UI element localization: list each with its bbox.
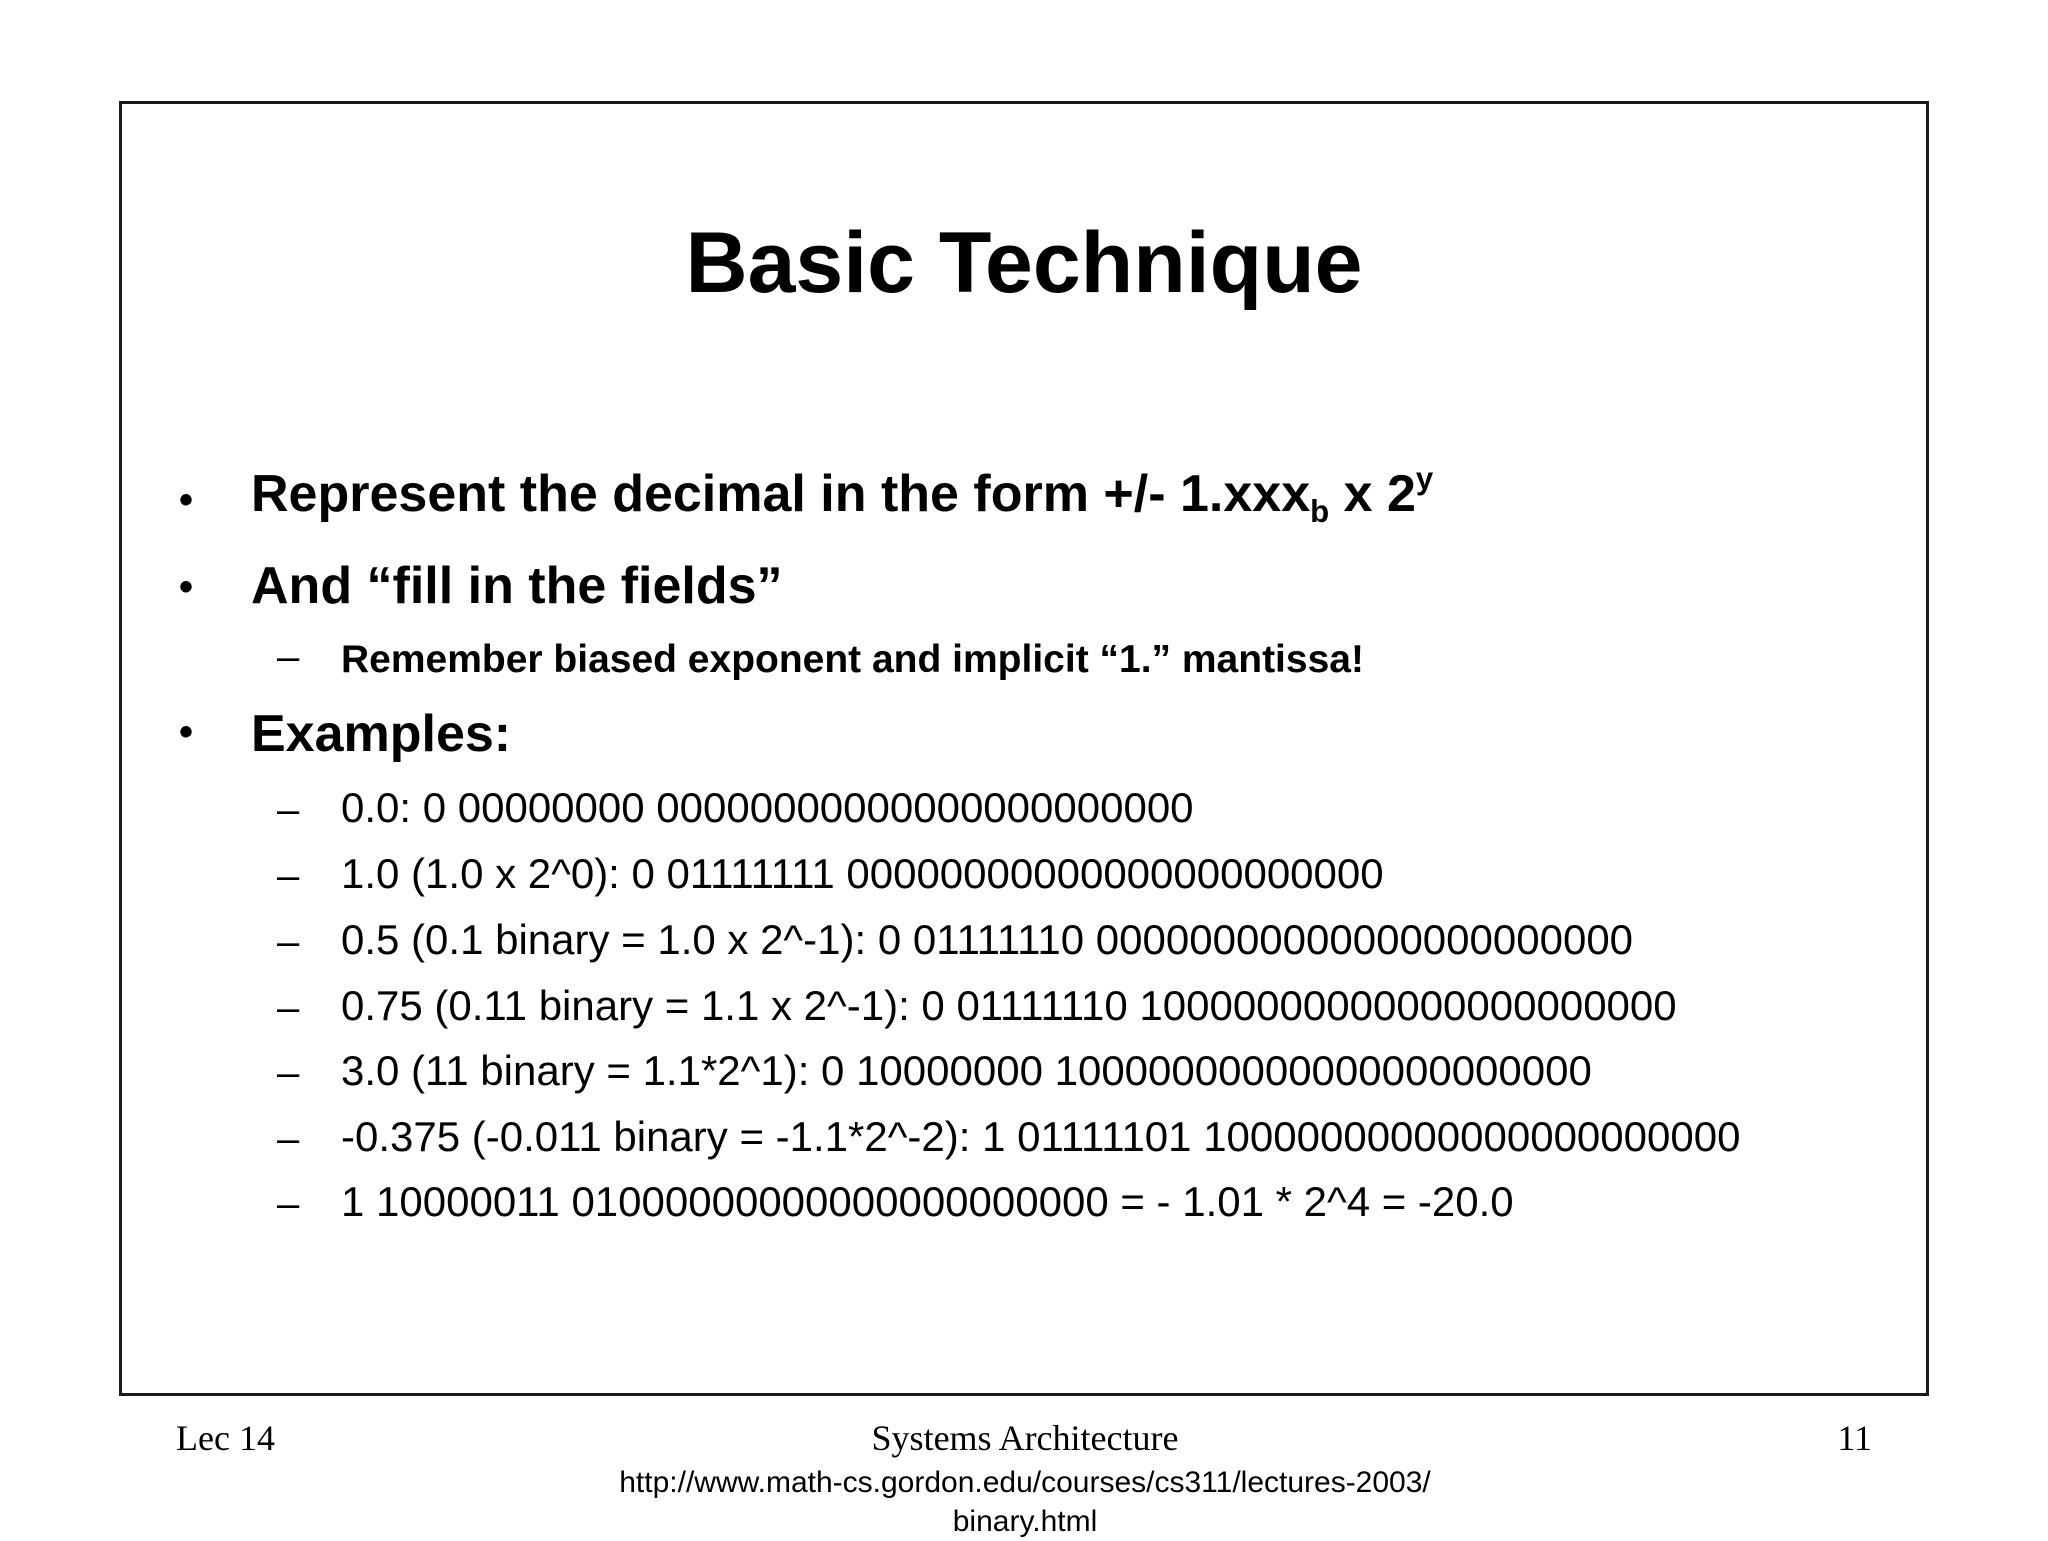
slide-title: Basic Technique: [685, 215, 1363, 311]
subscript-b: b: [1310, 493, 1330, 529]
dash-marker: –: [277, 1182, 300, 1226]
example-item: 3.0 (11 binary = 1.1*2^1): 0 10000000 10000000000000000000000: [341, 1047, 1592, 1094]
footer-lecture: Lec 14: [176, 1418, 275, 1458]
bullet-examples: Examples:: [251, 705, 512, 763]
dash-marker: –: [277, 635, 300, 679]
footer-url[interactable]: [520, 1463, 1530, 1541]
footer-url-line1[interactable]: http://www.math-cs.gordon.edu/courses/cs311/lectures-2003/: [619, 1466, 1431, 1499]
bullet-text: Represent the decimal in the form +/- 1.xxx: [251, 465, 1311, 523]
bullet-marker: •: [179, 565, 194, 609]
dash-marker: –: [277, 1117, 300, 1161]
bullet-marker: •: [179, 478, 194, 522]
footer-page-number: 11: [1837, 1418, 1872, 1458]
example-item: 0.75 (0.11 binary = 1.1 x 2^-1): 0 01111110 10000000000000000000000: [341, 982, 1677, 1029]
example-item: 1.0 (1.0 x 2^0): 0 01111111 00000000000000000000000: [341, 850, 1384, 897]
dash-marker: –: [277, 1051, 300, 1095]
footer-url-line2[interactable]: binary.html: [952, 1505, 1098, 1538]
dash-marker: –: [277, 854, 300, 898]
footer-course-title: Systems Architecture: [871, 1418, 1179, 1458]
example-item: 0.5 (0.1 binary = 1.0 x 2^-1): 0 01111110 00000000000000000000000: [341, 916, 1634, 963]
example-item: -0.375 (-0.011 binary = -1.1*2^-2): 1 01111101 10000000000000000000000: [341, 1113, 1741, 1160]
bullet-text-cont: x 2: [1329, 465, 1416, 523]
superscript-y: y: [1415, 461, 1434, 497]
dash-marker: –: [277, 788, 300, 832]
example-item: 1 10000011 01000000000000000000000 = - 1.01 * 2^4 = -20.0: [341, 1178, 1514, 1225]
example-item: 0.0: 0 00000000 00000000000000000000000: [341, 784, 1194, 831]
bullet-marker: •: [179, 710, 194, 754]
dash-marker: –: [277, 986, 300, 1030]
bullet-fill-fields: And “fill in the fields”: [251, 557, 783, 615]
dash-marker: –: [277, 920, 300, 964]
note-biased-exponent: Remember biased exponent and implicit “1.” mantissa!: [341, 638, 1364, 681]
bullet-represent-form: [251, 461, 1434, 529]
